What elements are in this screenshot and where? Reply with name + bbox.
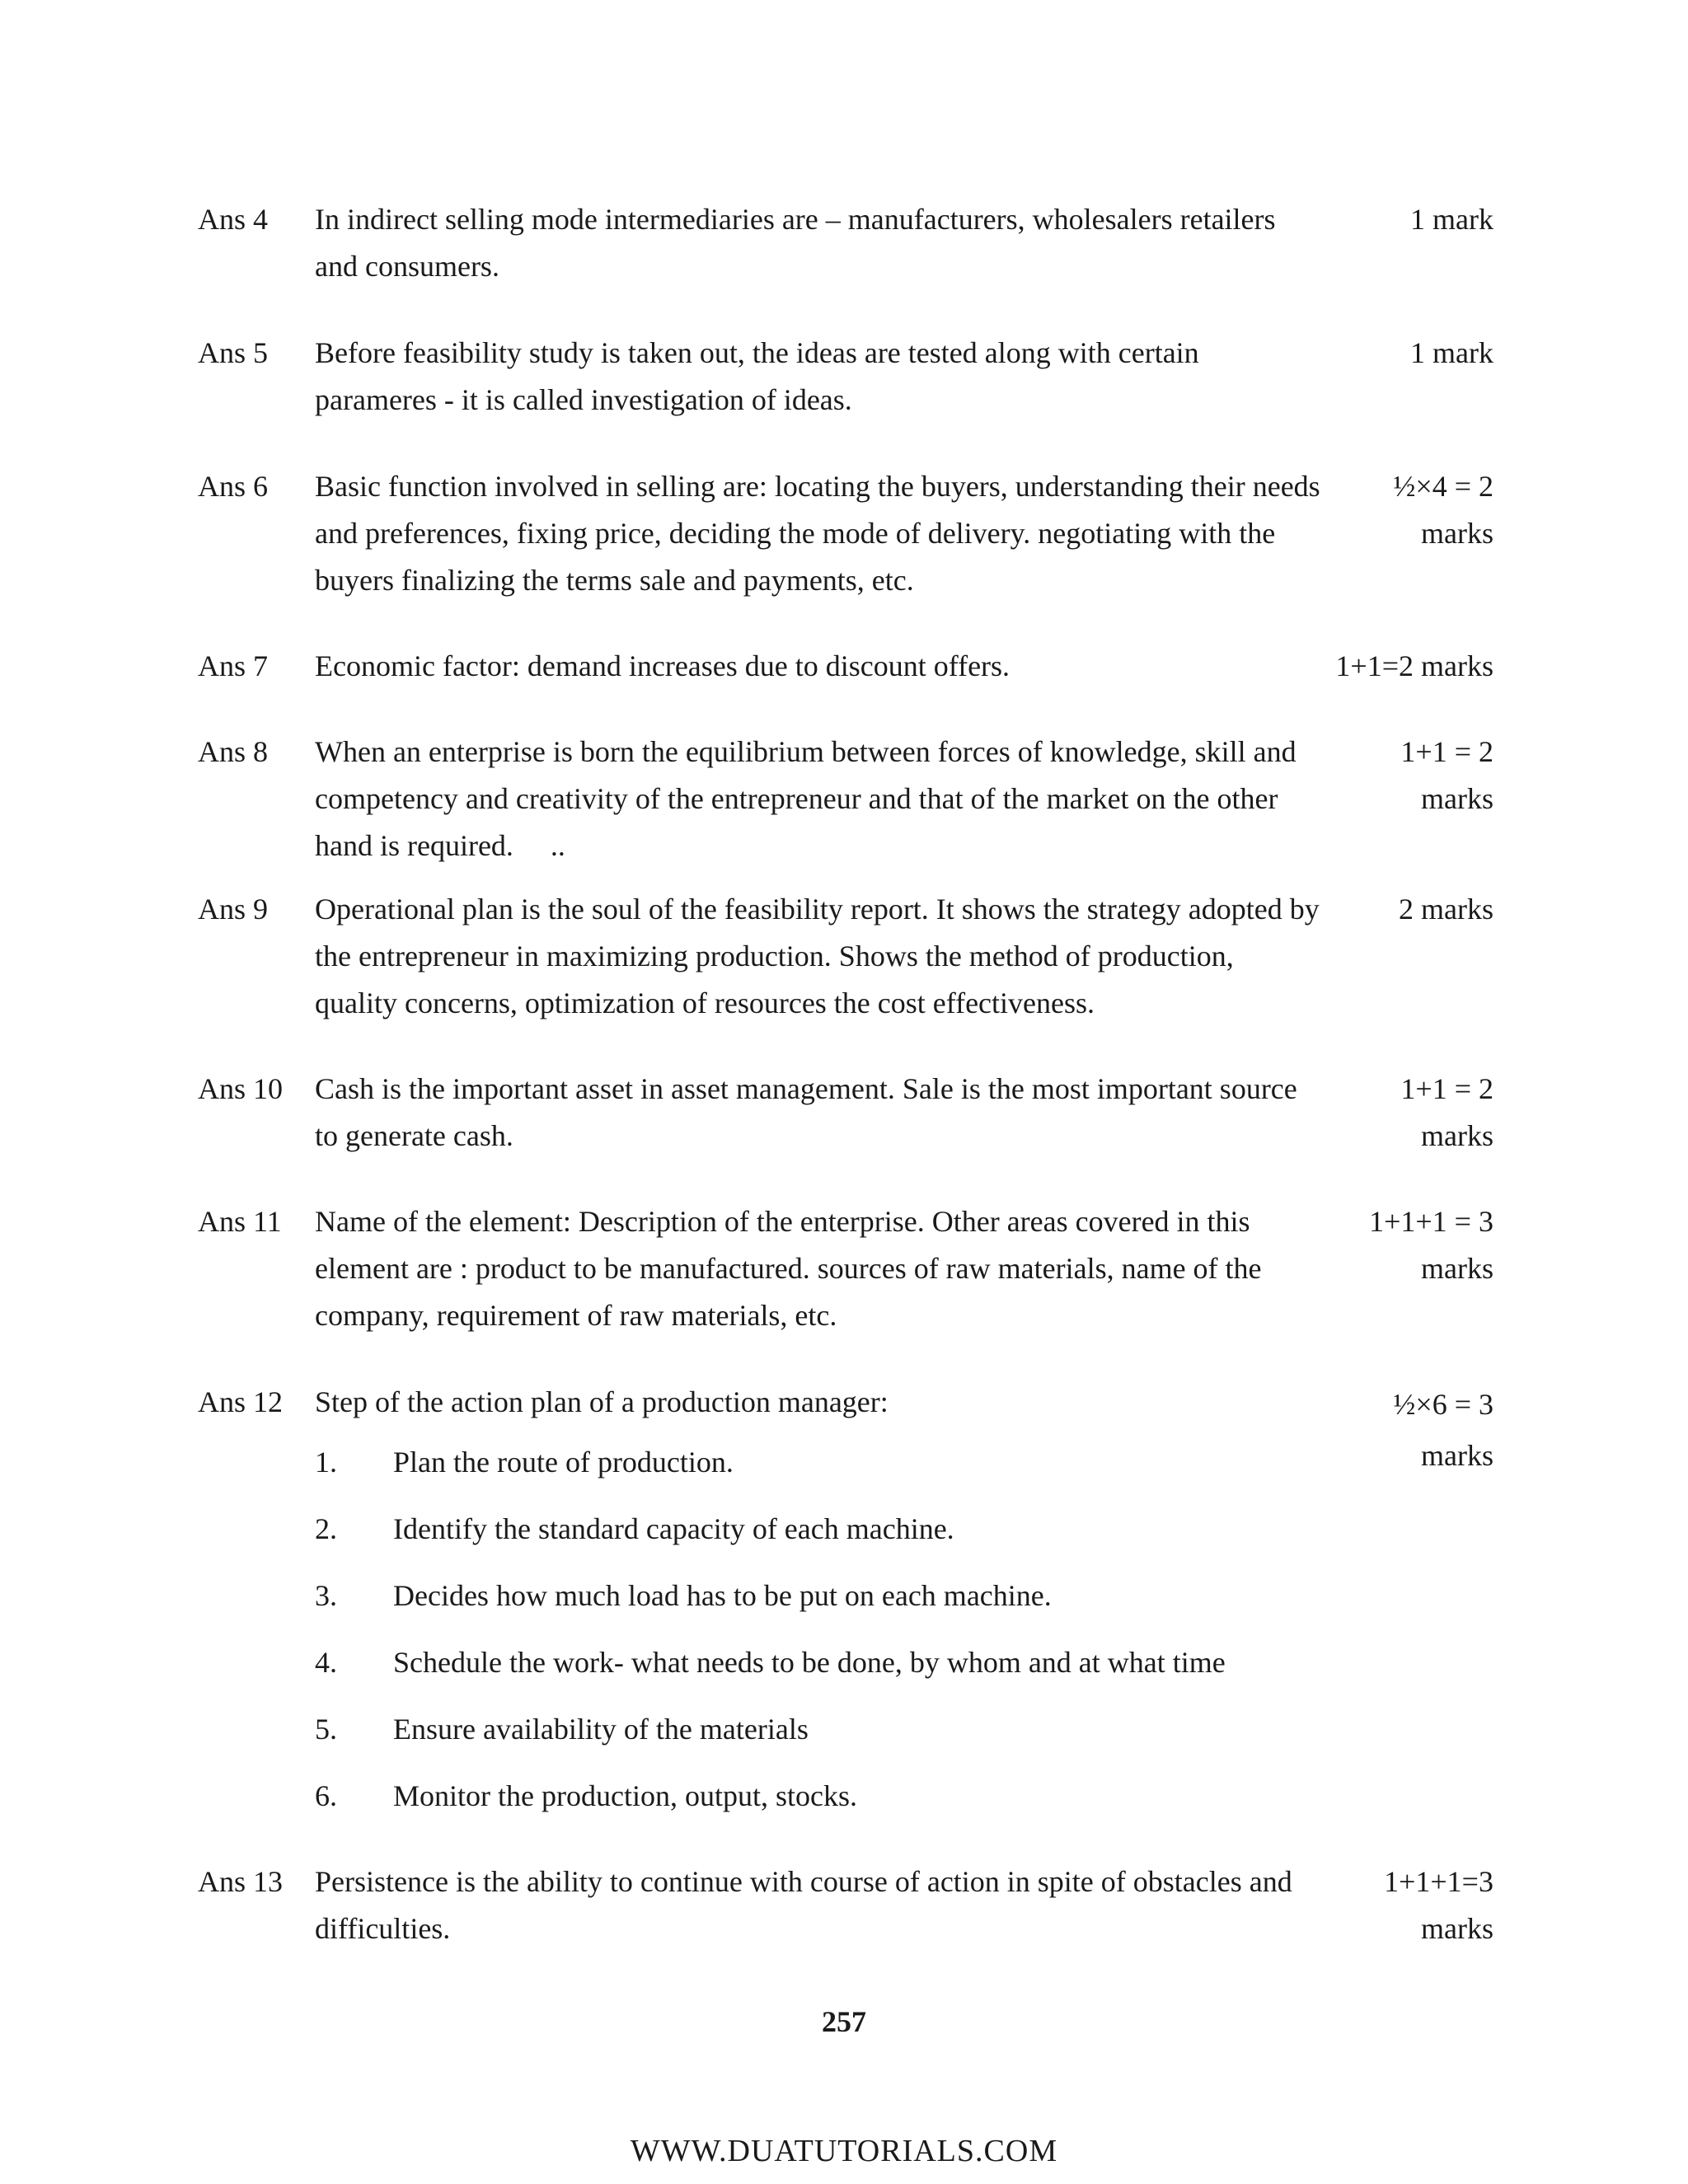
answer-marks: 1 mark [1410,203,1493,236]
answer-marks: ½×6 = 3 marks [1393,1388,1493,1472]
answer-marks: 1 mark [1410,336,1493,369]
answer-label: Ans 10 [198,1072,284,1105]
answer-text: Cash is the important asset in asset management. Sale is the most important source to generate cash. [315,1072,1297,1152]
list-item [315,1506,1320,1553]
list-item-number: 2. [315,1512,337,1545]
list-item-text: Monitor the production, output, stocks. [393,1779,857,1812]
list-item [315,1773,1320,1820]
answer-label: Ans 9 [198,893,269,926]
list-item-text: Schedule the work- what needs to be done, by whom and at what time [393,1646,1226,1679]
answer-10 [198,1066,1493,1160]
answer-label: Ans 7 [198,649,269,682]
list-item [315,1639,1320,1686]
answer-label: Ans 12 [198,1385,284,1418]
list-item [315,1706,1320,1753]
answer-label: Ans 5 [198,336,269,369]
list-item-text: Plan the route of production. [393,1446,734,1479]
footer-url: WWW.DUATUTORIALS.COM [630,2134,1058,2168]
answer-text: Before feasibility study is taken out, the ideas are tested along with certain parameres - it is called investigation of ideas. [315,336,1199,416]
answer-label: Ans 6 [198,470,269,503]
answer-text: Persistence is the ability to continue with course of action in spite of obstacles and difficulties. [315,1865,1292,1945]
answer-6 [198,463,1493,604]
answer-9 [198,886,1493,1027]
answer-marks: 1+1=2 marks [1335,649,1493,682]
list-item-text: Decides how much load has to be put on each machine. [393,1579,1052,1612]
answer-text: Basic function involved in selling are: locating the buyers, understanding their needs and preferences, fixing price, deciding the mode of delivery. negotiating with the buyers finalizing the terms sale and payments, etc. [315,470,1320,597]
answer-marks: 1+1+1 = 3 marks [1369,1205,1493,1285]
answer-7 [198,643,1493,690]
answer-4 [198,196,1493,290]
answer-label: Ans 11 [198,1205,282,1238]
list-item [315,1572,1320,1619]
answer-marks: 1+1 = 2 marks [1400,735,1493,815]
list-item-number: 5. [315,1713,337,1746]
answer-label: Ans 13 [198,1865,284,1898]
answer-label: Ans 8 [198,735,269,768]
list-item-number: 3. [315,1579,337,1612]
answer-12 [198,1379,1493,1820]
answer-label: Ans 4 [198,203,269,236]
answer-text: In indirect selling mode intermediaries are – manufacturers, wholesalers retailers and consumers. [315,203,1276,283]
list-item [315,1439,1320,1486]
page-number: 257 [822,2005,866,2038]
answer-text: Operational plan is the soul of the feasibility report. It shows the strategy adopted by the entrepreneur in maximizing production. Shows the method of production, quality concerns, optimization of resources the cost effectiveness. [315,893,1320,1019]
answer-marks: 1+1+1=3 marks [1384,1865,1493,1945]
list-item-text: Ensure availability of the materials [393,1713,809,1746]
answer-text: Step of the action plan of a production manager: [315,1385,889,1418]
list-item-number: 4. [315,1646,337,1679]
answer-marks: 1+1 = 2 marks [1400,1072,1493,1152]
answer-11 [198,1198,1493,1339]
list-item-number: 1. [315,1446,337,1479]
action-plan-steps [315,1439,1320,1820]
answer-marks: ½×4 = 2 marks [1393,470,1493,550]
list-item-number: 6. [315,1779,337,1812]
answer-marks: 2 marks [1399,893,1493,926]
answer-13 [198,1858,1493,1952]
answer-text: Name of the element: Description of the enterprise. Other areas covered in this element are : product to be manufactured. sources of raw materials, name of the company, requirement of raw materials, etc. [315,1205,1262,1332]
answer-text: When an enterprise is born the equilibrium between forces of knowledge, skill and competency and creativity of the entrepreneur and that of the market on the other hand is required. .. [315,735,1304,862]
answer-text: Economic factor: demand increases due to discount offers. [315,649,1010,682]
answer-list [198,196,1493,1952]
answer-8 [198,729,1493,869]
list-item-text: Identify the standard capacity of each machine. [393,1512,954,1545]
answer-5 [198,330,1493,424]
